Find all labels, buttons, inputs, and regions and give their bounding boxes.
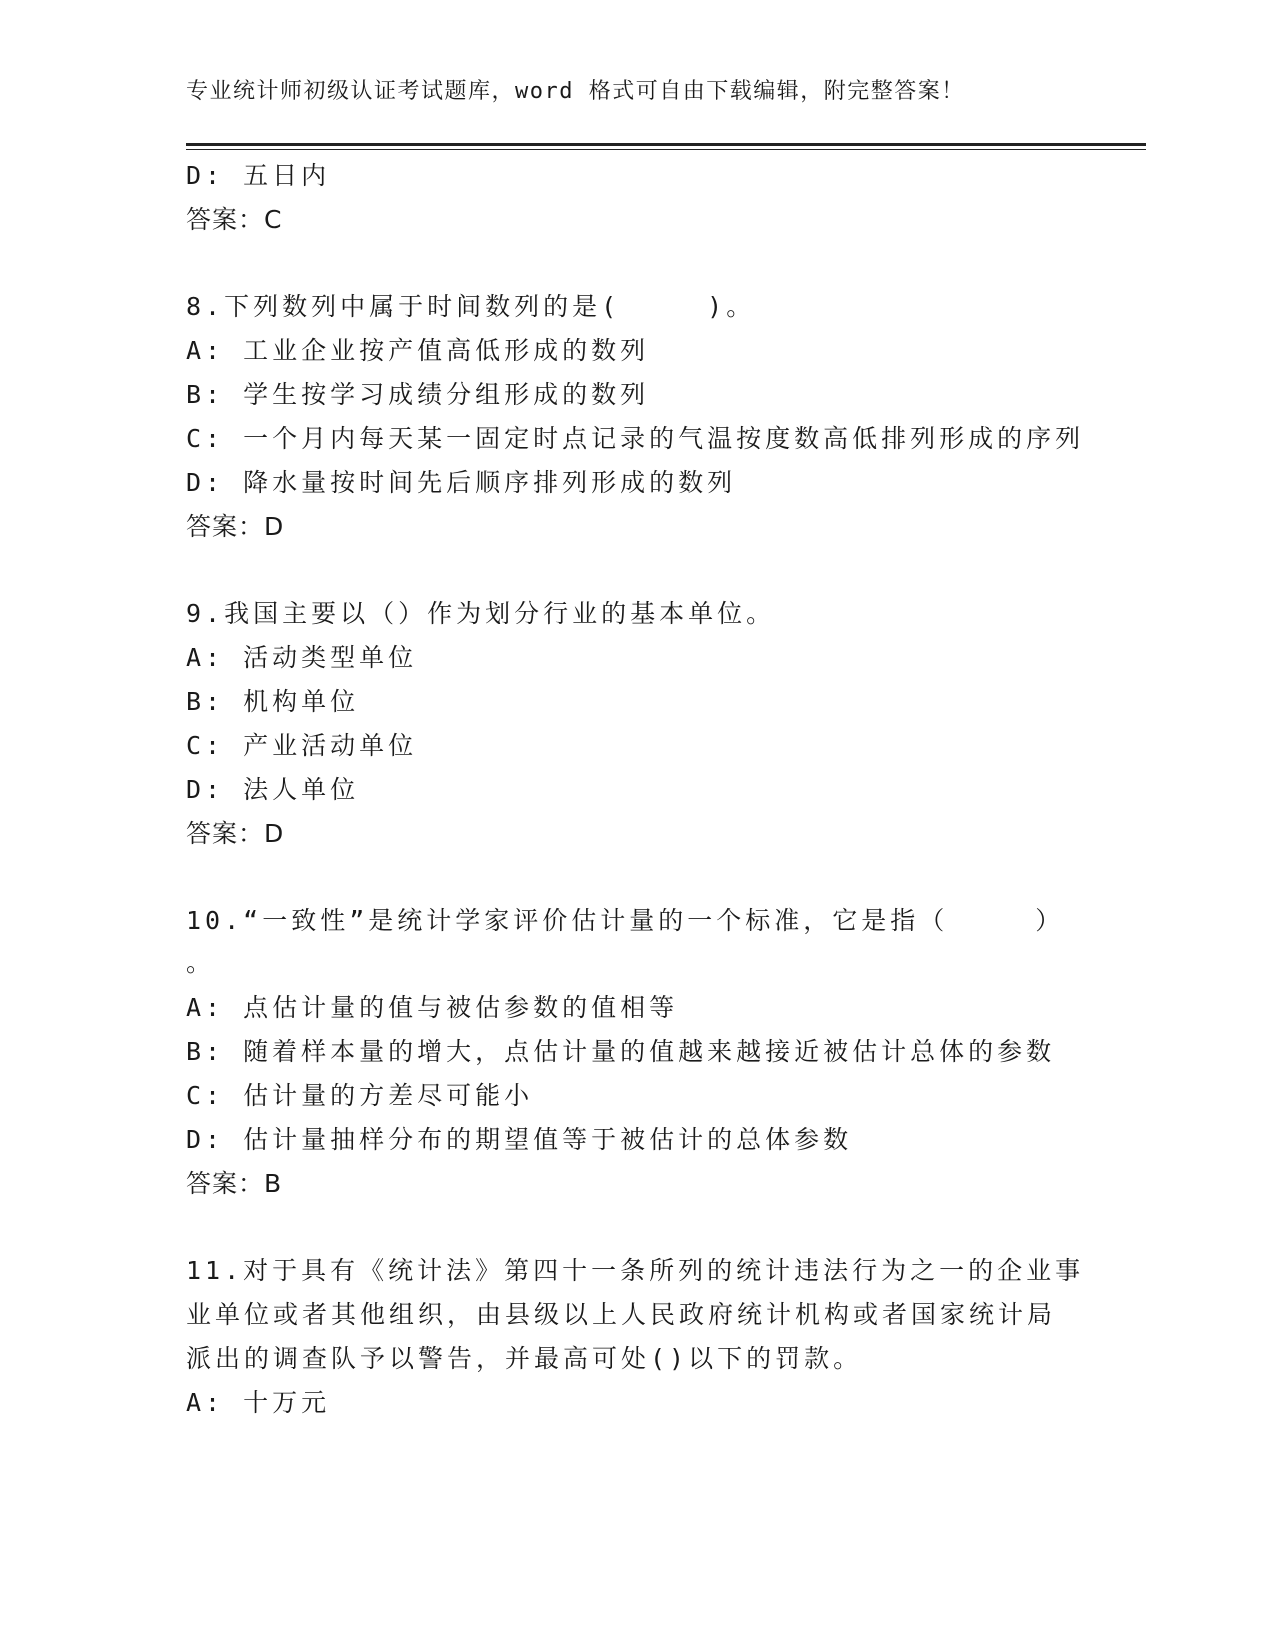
q10-option-c: C: 估计量的方差尽可能小 (186, 1081, 534, 1110)
q7-option-d: D: 五日内 (186, 161, 331, 190)
q9-stem: 9.我国主要以（）作为划分行业的基本单位。 (186, 599, 776, 628)
page-header: 专业统计师初级认证考试题库，word 格式可自由下载编辑，附完整答案！ (186, 79, 965, 104)
q9-option-a: A: 活动类型单位 (186, 643, 418, 672)
q9-option-d: D: 法人单位 (186, 775, 360, 804)
q10-answer: 答案：B (186, 1169, 283, 1198)
q10-option-d: D: 估计量抽样分布的期望值等于被估计的总体参数 (186, 1125, 853, 1154)
q8-option-b: B: 学生按学习成绩分组形成的数列 (186, 380, 650, 409)
q11-stem-line-3: 派出的调查队予以警告，并最高可处()以下的罚款。 (186, 1344, 863, 1373)
header-rule (186, 143, 1146, 146)
q10-option-b: B: 随着样本量的增大，点估计量的值越来越接近被估计总体的参数 (186, 1037, 1056, 1066)
q8-option-a: A: 工业企业按产值高低形成的数列 (186, 336, 650, 365)
q11-stem-line-2: 业单位或者其他组织，由县级以上人民政府统计机构或者国家统计局 (186, 1300, 1057, 1329)
q8-answer: 答案：D (186, 512, 285, 541)
q10-stem-cont: 。 (186, 948, 216, 977)
q8-stem: 8.下列数列中属于时间数列的是( )。 (186, 292, 756, 321)
q8-option-d: D: 降水量按时间先后顺序排列形成的数列 (186, 468, 737, 497)
q7-answer: 答案：C (186, 205, 283, 234)
q10-option-a: A: 点估计量的值与被估参数的值相等 (186, 993, 679, 1022)
q10-stem: 10.“一致性”是统计学家评价估计量的一个标准，它是指（ ） (186, 906, 1065, 935)
q11-option-a: A: 十万元 (186, 1388, 331, 1417)
q9-answer: 答案：D (186, 819, 285, 848)
q11-stem-line-1: 11.对于具有《统计法》第四十一条所列的统计违法行为之一的企业事 (186, 1256, 1085, 1285)
q8-option-c: C: 一个月内每天某一固定时点记录的气温按度数高低排列形成的序列 (186, 424, 1085, 453)
header-rule-thin (186, 149, 1146, 150)
q9-option-c: C: 产业活动单位 (186, 731, 418, 760)
q9-option-b: B: 机构单位 (186, 687, 360, 716)
